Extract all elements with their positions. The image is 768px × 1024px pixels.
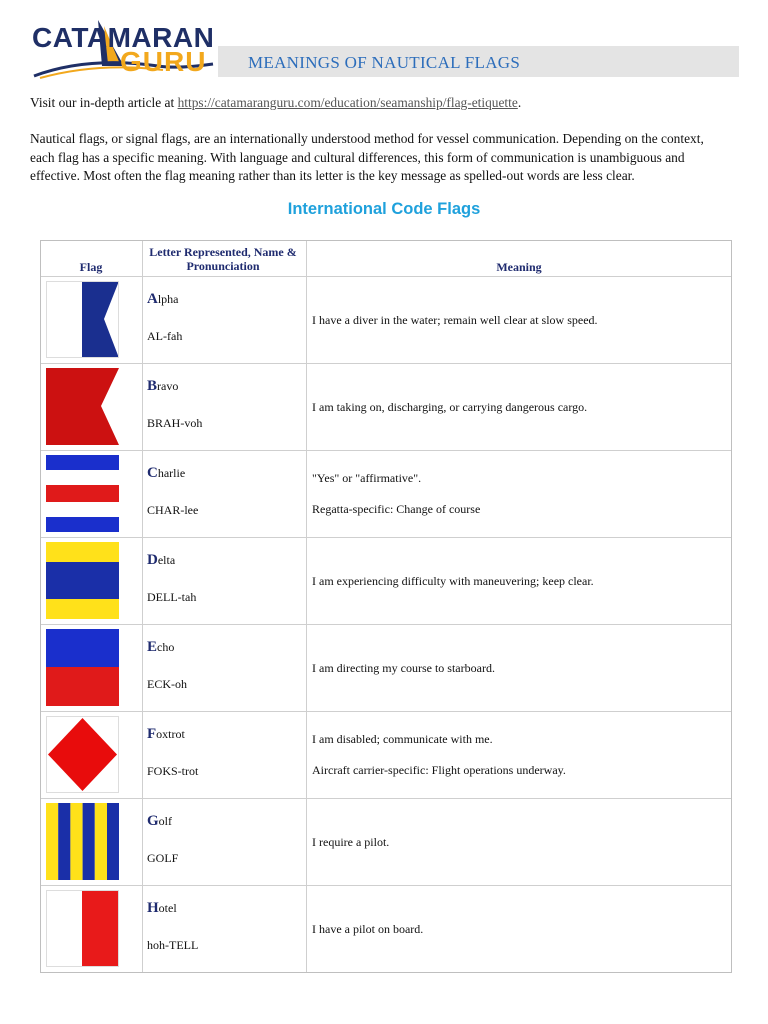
flag-name: Golf (147, 813, 173, 829)
flag-name: Delta (147, 552, 176, 568)
flag-meaning: I require a pilot. (312, 834, 390, 849)
flag-meaning: I have a diver in the water; remain well clear at slow speed. (312, 312, 598, 327)
charlie-flag-icon (46, 455, 119, 532)
article-link[interactable]: https://catamaranguru.com/education/seamanship/flag-etiquette (177, 95, 518, 110)
table-header (41, 241, 731, 277)
flag-meaning: I am directing my course to starboard. (312, 660, 495, 675)
alpha-flag-icon (46, 281, 119, 358)
catamaran-guru-logo (28, 14, 218, 80)
logo-text-guru: GURU (120, 46, 207, 77)
header-flag: Flag (79, 260, 103, 274)
flag-name: Foxtrot (147, 726, 185, 742)
table-row (41, 538, 731, 625)
table-row (41, 451, 731, 538)
flag-name: Echo (147, 639, 175, 655)
delta-flag-icon (46, 542, 119, 619)
header-meaning: Meaning (496, 260, 542, 274)
visit-suffix: . (517, 95, 522, 110)
flag-pronunciation: FOKS-trot (147, 764, 199, 778)
hotel-flag-icon (46, 890, 119, 967)
flag-pronunciation: GOLF (147, 851, 179, 865)
visit-prefix: Visit our in-depth article at (30, 95, 178, 110)
logo-text-catamaran: CATAMARAN (32, 22, 215, 53)
flag-name: Alpha (147, 291, 179, 307)
flag-name: Charlie (147, 465, 186, 481)
table-row (41, 886, 731, 972)
table-row (41, 712, 731, 799)
flag-pronunciation: AL-fah (147, 329, 183, 343)
flag-pronunciation: BRAH-voh (147, 416, 203, 430)
flag-pronunciation: DELL-tah (147, 590, 197, 604)
intro-paragraph: Nautical flags, or signal flags, are an internationally understood method for vessel communication. Depending on the context, each flag has a specific meaning. With language and cultural differences, this form of communication is unambiguous and effective. Most often the flag meaning rather than its letter is the key message as spelled-out words are less clear. (30, 131, 704, 183)
echo-flag-icon (46, 629, 119, 706)
flag-meaning: I am disabled; communicate with me. Aircraft carrier-specific: Flight operations underway. (312, 732, 566, 777)
flag-meaning: I am taking on, discharging, or carrying dangerous cargo. (312, 399, 588, 414)
flag-meaning: I have a pilot on board. (312, 921, 424, 936)
flag-pronunciation: hoh-TELL (147, 938, 199, 952)
visit-line (30, 95, 521, 111)
flag-pronunciation: CHAR-lee (147, 503, 199, 517)
foxtrot-flag-icon (46, 716, 119, 793)
flag-pronunciation: ECK-oh (147, 677, 187, 691)
flag-name: Bravo (147, 378, 179, 394)
flags-table (40, 240, 732, 973)
title-bar (218, 46, 739, 77)
flag-meaning: "Yes" or "affirmative". Regatta-specific: Change of course (312, 471, 481, 516)
golf-flag-icon (46, 803, 119, 880)
flag-name: Hotel (147, 900, 177, 916)
table-row (41, 364, 731, 451)
table-row (41, 277, 731, 364)
flag-meaning: I am experiencing difficulty with maneuvering; keep clear. (312, 573, 594, 588)
bravo-flag-icon (46, 368, 119, 445)
section-title: International Code Flags (287, 200, 481, 218)
table-row (41, 799, 731, 886)
header-letter: Letter Represented, Name & Pronunciation (149, 245, 297, 273)
page-title: MEANINGS OF NAUTICAL FLAGS (248, 53, 521, 72)
table-row (41, 625, 731, 712)
